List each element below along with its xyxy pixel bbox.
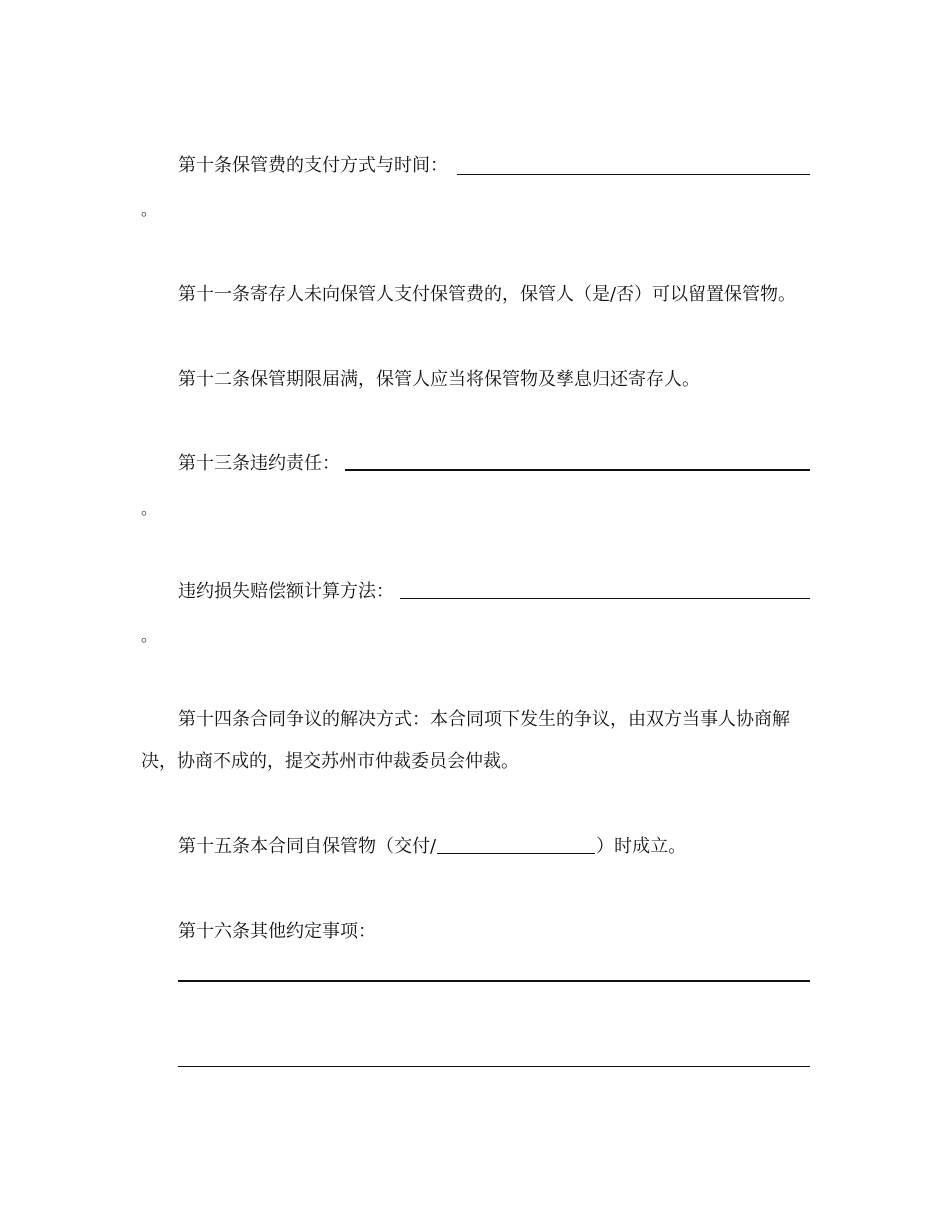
clause-16-label: 第十六条其他约定事项：	[178, 921, 376, 942]
clause-14-line-2: 决，协商不成的，提交苏州市仲裁委员会仲裁。	[141, 751, 519, 772]
clause-13-label: 第十三条违约责任：	[178, 453, 340, 474]
damages-calculation-end-mark: 。	[141, 626, 158, 645]
clause-13-blank	[345, 469, 810, 471]
clause-15-after: ）时成立。	[596, 836, 687, 857]
clause-16-blank-2	[178, 1066, 810, 1067]
clause-16-blank-1	[178, 980, 810, 982]
damages-calculation-blank	[400, 598, 810, 599]
clause-10-label: 第十条保管费的支付方式与时间：	[178, 155, 448, 176]
damages-calculation-label: 违约损失赔偿额计算方法：	[178, 581, 394, 602]
clause-15-text	[178, 835, 686, 859]
clause-10-blank	[457, 174, 810, 175]
clause-11-text: 第十一条寄存人未向保管人支付保管费的，保管人（是/否）可以留置保管物。	[178, 284, 797, 305]
clause-12-text: 第十二条保管期限届满，保管人应当将保管物及孳息归还寄存人。	[178, 369, 700, 390]
clause-10-end-mark: 。	[141, 200, 158, 219]
clause-15-blank	[437, 835, 595, 854]
clause-13-end-mark: 。	[141, 499, 158, 518]
clause-15-before: 第十五条本合同自保管物（交付/	[178, 836, 437, 857]
clause-14-line-1: 第十四条合同争议的解决方式：本合同项下发生的争议，由双方当事人协商解	[178, 709, 790, 730]
